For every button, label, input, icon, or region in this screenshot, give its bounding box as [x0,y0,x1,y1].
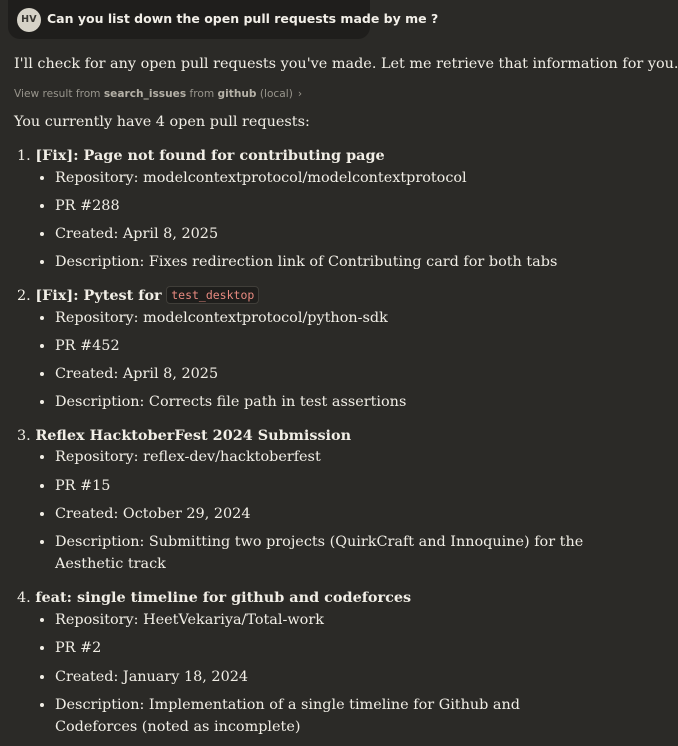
pr-title [17,146,385,166]
user-avatar: HV [17,8,41,32]
bullet-dot [40,344,44,348]
bullet-dot [40,316,44,320]
pr-detail-item [40,195,600,217]
tool-result-prefix: View result from [14,88,101,100]
tool-result-link[interactable] [14,88,302,100]
pr-title-text: [Fix]: Page not found for contributing page [35,147,385,164]
bullet-dot [40,455,44,459]
bullet-dot [40,618,44,622]
pr-detail-item [40,251,600,273]
pr-detail-item [40,637,600,659]
tool-name: search_issues [103,88,187,100]
pr-number: 3. [17,428,31,444]
assistant-intro: I'll check for any open pull requests you've made. Let me retrieve that information for you. [14,56,678,72]
pr-created: Created: January 18, 2024 [55,669,249,685]
pr-detail-item [40,531,600,575]
pr-repository: Repository: modelcontextprotocol/modelcontextprotocol [55,170,467,186]
pr-description: Description: Submitting two projects (QuirkCraft and Innoquine) for the Aesthetic track [55,534,584,572]
pr-detail-item [40,335,600,357]
chevron-right-icon: › [297,88,303,100]
pr-repository: Repository: reflex-dev/hacktoberfest [55,449,321,465]
pr-description: Description: Implementation of a single timeline for Github and Codeforces (noted as incomplete) [55,697,520,735]
pr-title-text: [Fix]: Pytest for [35,287,162,304]
bullet-dot [40,646,44,650]
bullet-dot [40,703,44,707]
pr-created: Created: April 8, 2025 [55,366,219,382]
pr-description: Description: Fixes redirection link of Contributing card for both tabs [55,254,558,270]
pr-detail-item [40,609,600,631]
bullet-dot [40,372,44,376]
pr-number: 4. [17,590,31,606]
pr-number: 1. [17,148,31,164]
pr-repository: Repository: HeetVekariya/Total-work [55,612,324,628]
bullet-dot [40,484,44,488]
pr-id: PR #452 [55,338,120,354]
bullet-dot [40,675,44,679]
tool-result-middle: from [189,88,215,100]
pr-detail-item [40,446,600,468]
pr-created: Created: April 8, 2025 [55,226,219,242]
tool-server-name: github [217,88,257,100]
bullet-dot [40,540,44,544]
pr-detail-item [40,223,600,245]
pr-id: PR #2 [55,640,102,656]
pr-title [17,286,259,306]
pr-number: 2. [17,288,31,304]
pr-detail-item [40,307,600,329]
pr-title-text: Reflex HacktoberFest 2024 Submission [35,427,352,444]
pr-created: Created: October 29, 2024 [55,506,251,522]
pr-title [17,426,351,446]
bullet-dot [40,260,44,264]
pr-detail-item [40,694,600,738]
pr-detail-item [40,363,600,385]
pr-detail-item [40,475,600,497]
tool-server-suffix: (local) [259,88,293,100]
pr-repository: Repository: modelcontextprotocol/python-sdk [55,310,388,326]
pr-detail-item [40,391,600,413]
pr-title [17,588,411,608]
pr-id: PR #15 [55,478,111,494]
pr-detail-item [40,503,600,525]
pr-detail-item [40,167,600,189]
bullet-dot [40,232,44,236]
user-message-bubble [8,0,439,39]
user-message-text: Can you list down the open pull requests made by me ? [47,11,439,26]
bullet-dot [40,400,44,404]
bullet-dot [40,512,44,516]
inline-code: test_desktop [166,286,259,304]
assistant-summary: You currently have 4 open pull requests: [14,114,310,130]
pr-detail-item [40,666,600,688]
bullet-dot [40,176,44,180]
pr-description: Description: Corrects file path in test assertions [55,394,407,410]
pr-title-text: feat: single timeline for github and codeforces [35,589,412,606]
bullet-dot [40,204,44,208]
pr-id: PR #288 [55,198,120,214]
